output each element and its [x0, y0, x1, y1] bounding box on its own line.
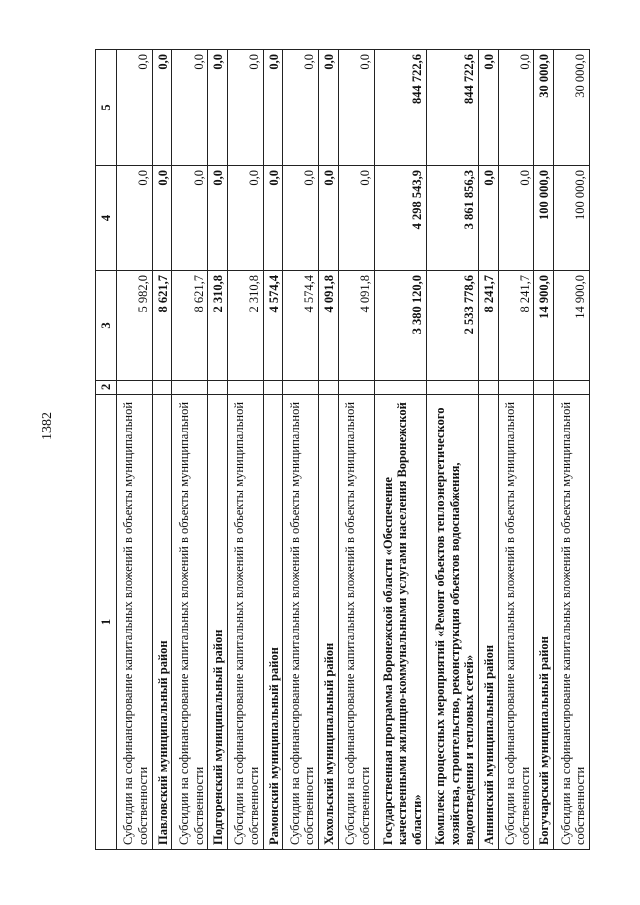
row-value-col3: 8 241,7 — [498, 271, 534, 381]
row-value-col3: 5 982,0 — [117, 271, 153, 381]
row-value-col4: 0,0 — [319, 166, 339, 271]
row-col2-cell — [374, 381, 426, 395]
row-value-col5: 0,0 — [319, 50, 339, 166]
row-name-cell: Субсидии на софинансирование капитальных вложений в объекты муниципальной собственности — [554, 395, 590, 850]
table-row — [374, 50, 426, 850]
table-row — [152, 50, 172, 850]
row-value-col3: 4 574,4 — [283, 271, 319, 381]
row-value-col4: 0,0 — [338, 166, 374, 271]
table-row — [479, 50, 499, 850]
row-value-col4: 100 000,0 — [554, 166, 590, 271]
table-row — [534, 50, 554, 850]
row-col2-cell — [117, 381, 153, 395]
header-col-5: 5 — [96, 50, 117, 166]
row-name-cell: Богучарский муниципальный район — [534, 395, 554, 850]
row-name-cell: Государственная программа Воронежской области «Обеспечение качественными жилищно-коммунальными услугами населения Воронежской области» — [374, 395, 426, 850]
header-col-3: 3 — [96, 271, 117, 381]
row-col2-cell — [208, 381, 228, 395]
row-name-cell: Субсидии на софинансирование капитальных вложений в объекты муниципальной собственности — [283, 395, 319, 850]
row-name-cell: Субсидии на софинансирование капитальных вложений в объекты муниципальной собственности — [338, 395, 374, 850]
header-col-2: 2 — [96, 381, 117, 395]
row-value-col5: 844 722,6 — [426, 50, 478, 166]
table-row — [208, 50, 228, 850]
row-value-col3: 2 533 778,6 — [426, 271, 478, 381]
table-row — [263, 50, 283, 850]
row-col2-cell — [283, 381, 319, 395]
header-col-4: 4 — [96, 166, 117, 271]
row-value-col4: 0,0 — [117, 166, 153, 271]
row-value-col3: 4 574,4 — [263, 271, 283, 381]
row-value-col4: 100 000,0 — [534, 166, 554, 271]
table-row — [554, 50, 590, 850]
row-col2-cell — [479, 381, 499, 395]
row-name-cell: Комплекс процессных мероприятий «Ремонт объектов теплоэнергетического хозяйства, строительство, реконструкция объектов водоснабжения, водоотведения и тепловых сетей» — [426, 395, 478, 850]
row-value-col5: 844 722,6 — [374, 50, 426, 166]
table-row — [117, 50, 153, 850]
row-value-col3: 4 091,8 — [338, 271, 374, 381]
row-name-cell: Подгоренский муниципальный район — [208, 395, 228, 850]
row-value-col4: 0,0 — [283, 166, 319, 271]
header-col-1: 1 — [96, 395, 117, 850]
row-name-cell: Хохольский муниципальный район — [319, 395, 339, 850]
table-row — [319, 50, 339, 850]
row-value-col3: 4 091,8 — [319, 271, 339, 381]
row-value-col4: 3 861 856,3 — [426, 166, 478, 271]
row-name-cell: Субсидии на софинансирование капитальных вложений в объекты муниципальной собственности — [117, 395, 153, 850]
page-number: 1382 — [40, 412, 55, 440]
row-value-col3: 2 310,8 — [227, 271, 263, 381]
row-col2-cell — [534, 381, 554, 395]
row-value-col3: 8 241,7 — [479, 271, 499, 381]
row-col2-cell — [338, 381, 374, 395]
row-value-col5: 0,0 — [338, 50, 374, 166]
row-value-col3: 8 621,7 — [172, 271, 208, 381]
row-value-col3: 14 900,0 — [554, 271, 590, 381]
row-name-cell: Рамонский муниципальный район — [263, 395, 283, 850]
row-col2-cell — [554, 381, 590, 395]
row-name-cell: Субсидии на софинансирование капитальных вложений в объекты муниципальной собственности — [227, 395, 263, 850]
row-value-col4: 0,0 — [227, 166, 263, 271]
row-value-col5: 0,0 — [263, 50, 283, 166]
row-value-col4: 0,0 — [263, 166, 283, 271]
row-col2-cell — [319, 381, 339, 395]
row-name-cell: Аннинский муниципальный район — [479, 395, 499, 850]
row-col2-cell — [172, 381, 208, 395]
row-value-col5: 0,0 — [208, 50, 228, 166]
table-row — [227, 50, 263, 850]
row-value-col4: 0,0 — [152, 166, 172, 271]
row-value-col4: 0,0 — [208, 166, 228, 271]
row-name-cell: Субсидии на софинансирование капитальных вложений в объекты муниципальной собственности — [172, 395, 208, 850]
row-value-col4: 0,0 — [498, 166, 534, 271]
row-col2-cell — [498, 381, 534, 395]
row-value-col5: 0,0 — [283, 50, 319, 166]
row-value-col4: 4 298 543,9 — [374, 166, 426, 271]
row-value-col5: 30 000,0 — [554, 50, 590, 166]
row-value-col4: 0,0 — [479, 166, 499, 271]
row-value-col5: 0,0 — [172, 50, 208, 166]
row-value-col5: 0,0 — [117, 50, 153, 166]
row-value-col3: 14 900,0 — [534, 271, 554, 381]
table-row — [172, 50, 208, 850]
row-name-cell: Павловский муниципальный район — [152, 395, 172, 850]
row-value-col5: 0,0 — [479, 50, 499, 166]
row-value-col3: 2 310,8 — [208, 271, 228, 381]
row-value-col5: 30 000,0 — [534, 50, 554, 166]
row-name-cell: Субсидии на софинансирование капитальных вложений в объекты муниципальной собственности — [498, 395, 534, 850]
row-col2-cell — [227, 381, 263, 395]
table-row — [426, 50, 478, 850]
rotated-table-container — [95, 50, 590, 850]
row-value-col5: 0,0 — [152, 50, 172, 166]
table-row — [283, 50, 319, 850]
table-row — [338, 50, 374, 850]
row-value-col5: 0,0 — [227, 50, 263, 166]
row-value-col5: 0,0 — [498, 50, 534, 166]
row-value-col4: 0,0 — [172, 166, 208, 271]
header-row — [96, 50, 117, 850]
row-col2-cell — [152, 381, 172, 395]
row-col2-cell — [263, 381, 283, 395]
budget-table — [95, 49, 590, 850]
row-value-col3: 3 380 120,0 — [374, 271, 426, 381]
table-row — [498, 50, 534, 850]
row-col2-cell — [426, 381, 478, 395]
row-value-col3: 8 621,7 — [152, 271, 172, 381]
